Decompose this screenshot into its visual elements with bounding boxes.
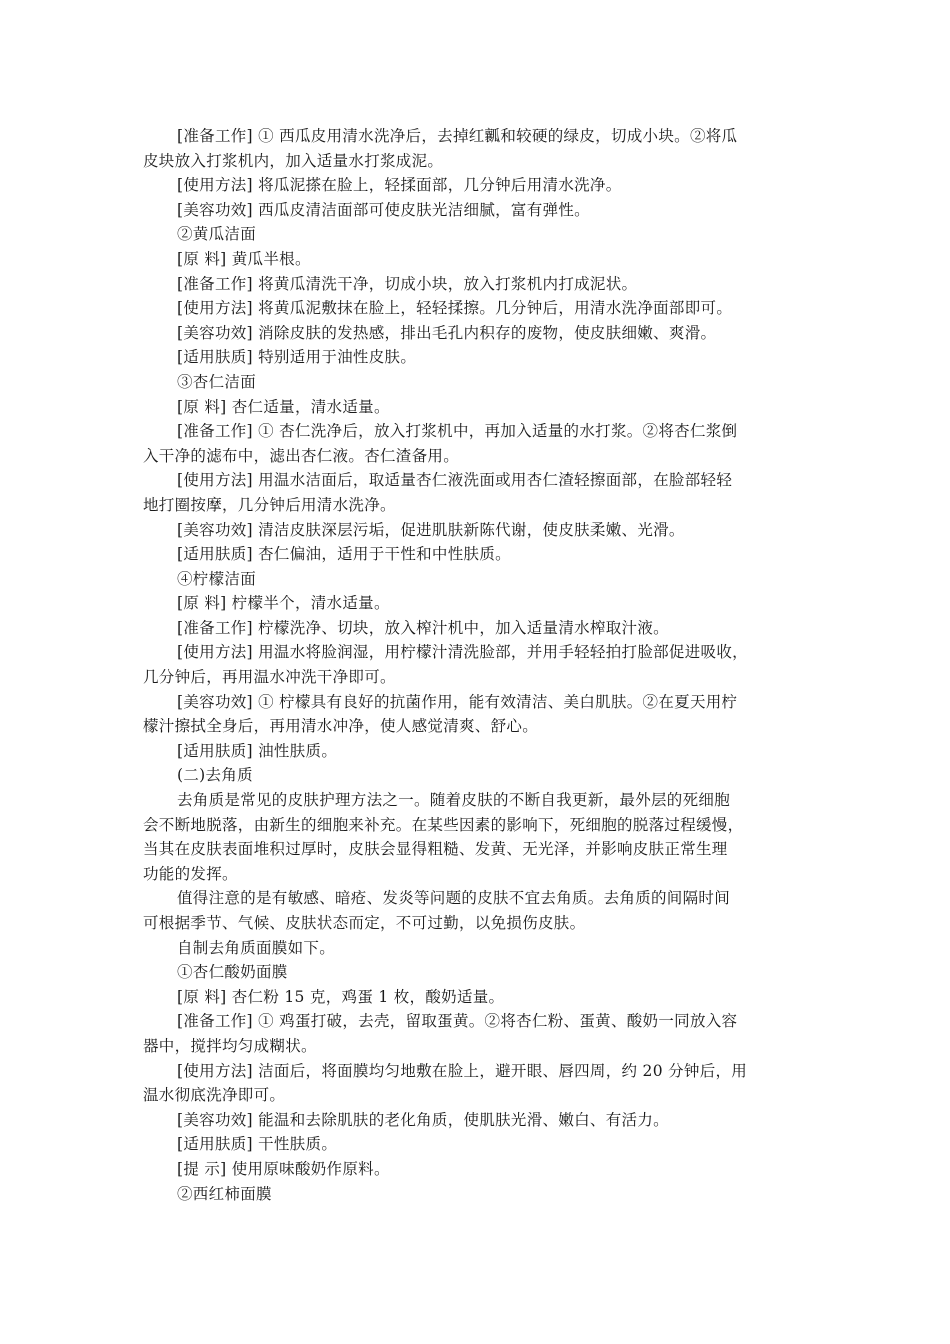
text-line: 当其在皮肤表面堆积过厚时，皮肤会显得粗糙、发黄、无光泽，并影响皮肤正常生理 — [143, 840, 728, 859]
text-line: [原 料] 柠檬半个，清水适量。 — [177, 594, 390, 613]
text-line: 值得注意的是有敏感、暗疮、发炎等问题的皮肤不宜去角质。去角质的间隔时间 — [177, 889, 731, 908]
text-line: [适用肤质] 油性肤质。 — [177, 741, 338, 760]
text-line: [适用肤质] 杏仁偏油，适用于干性和中性肤质。 — [177, 545, 511, 564]
text-line: 器中，搅拌均匀成糊状。 — [143, 1036, 317, 1055]
document-body — [143, 124, 803, 1206]
text-line: 皮块放入打浆机内，加入适量水打浆成泥。 — [143, 151, 444, 170]
text-line: [原 料] 杏仁适量，清水适量。 — [177, 397, 390, 416]
text-line: 去角质是常见的皮肤护理方法之一。随着皮肤的不断自我更新，最外层的死细胞 — [177, 791, 731, 810]
text-line: 功能的发挥。 — [143, 864, 238, 883]
text-line: [使用方法] 用温水将脸润湿，用柠檬汁清洗脸部，并用手轻轻拍打脸部促进吸收， — [177, 643, 748, 662]
text-line: [使用方法] 用温水洁面后，取适量杏仁液洗面或用杏仁渣轻擦面部，在脸部轻轻 — [177, 471, 733, 490]
text-line: [适用肤质] 特别适用于油性皮肤。 — [177, 348, 417, 367]
text-line: [使用方法] 将瓜泥搽在脸上，轻揉面部，几分钟后用清水洗净。 — [177, 176, 622, 195]
text-line: ④柠檬洁面 — [177, 569, 257, 588]
text-line: [提 示] 使用原味酸奶作原料。 — [177, 1159, 390, 1178]
text-line: 檬汁擦拭全身后，再用清水冲净，使人感觉清爽、舒心。 — [143, 717, 539, 736]
text-line: [适用肤质] 干性肤质。 — [177, 1135, 338, 1154]
text-line: [美容功效] 清洁皮肤深层污垢，促进肌肤新陈代谢，使皮肤柔嫩、光滑。 — [177, 520, 685, 539]
text-line: ②黄瓜洁面 — [177, 225, 257, 244]
text-line: [使用方法] 洁面后，将面膜均匀地敷在脸上，避开眼、唇四周，约 20 分钟后，用 — [177, 1061, 748, 1080]
text-line: 会不断地脱落，由新生的细胞来补充。在某些因素的影响下，死细胞的脱落过程缓慢， — [143, 815, 744, 834]
text-line: ①杏仁酸奶面膜 — [177, 963, 288, 982]
text-line: [准备工作] ① 西瓜皮用清水洗净后，去掉红瓤和较硬的绿皮，切成小块。②将瓜 — [177, 127, 738, 145]
text-line: [准备工作] ① 杏仁洗净后，放入打浆机中，再加入适量的水打浆。②将杏仁浆倒 — [177, 422, 738, 441]
text-line: [准备工作] 柠檬洗净、切块，放入榨汁机中，加入适量清水榨取汁液。 — [177, 618, 669, 637]
text-line: 自制去角质面膜如下。 — [177, 938, 336, 957]
text-line: [准备工作] ① 鸡蛋打破，去壳，留取蛋黄。②将杏仁粉、蛋黄、酸奶一同放入容 — [177, 1012, 738, 1031]
text-line: 入干净的滤布中，滤出杏仁液。杏仁渣备用。 — [143, 446, 460, 465]
text-line: [美容功效] 能温和去除肌肤的老化角质，使肌肤光滑、嫩白、有活力。 — [177, 1110, 669, 1129]
text-line: [使用方法] 将黄瓜泥敷抹在脸上，轻轻揉擦。几分钟后，用清水洗净面部即可。 — [177, 299, 733, 318]
text-line: 可根据季节、气候、皮肤状态而定，不可过勤，以免损伤皮肤。 — [143, 914, 586, 932]
text-line: 温水彻底洗净即可。 — [143, 1086, 286, 1105]
text-line: [美容功效] ① 柠檬具有良好的抗菌作用，能有效清洁、美白肌肤。②在夏天用柠 — [177, 692, 738, 711]
text-line: (二)去角质 — [177, 766, 253, 785]
text-line: [美容功效] 消除皮肤的发热感，排出毛孔内积存的废物，使皮肤细嫩、爽滑。 — [177, 323, 717, 342]
text-line: ③杏仁洁面 — [177, 372, 257, 391]
text-line: [原 料] 杏仁粉 15 克，鸡蛋 1 枚，酸奶适量。 — [177, 987, 505, 1006]
text-line: ②西红柿面膜 — [177, 1184, 272, 1203]
text-line: 地打圈按摩，几分钟后用清水洗净。 — [143, 495, 396, 514]
text-line: 几分钟后，再用温水冲洗干净即可。 — [143, 668, 396, 687]
text-line: [原 料] 黄瓜半根。 — [177, 249, 311, 268]
text-line: [美容功效] 西瓜皮清洁面部可使皮肤光洁细腻，富有弹性。 — [177, 200, 590, 219]
text-line: [准备工作] 将黄瓜清洗干净，切成小块，放入打浆机内打成泥状。 — [177, 274, 638, 293]
